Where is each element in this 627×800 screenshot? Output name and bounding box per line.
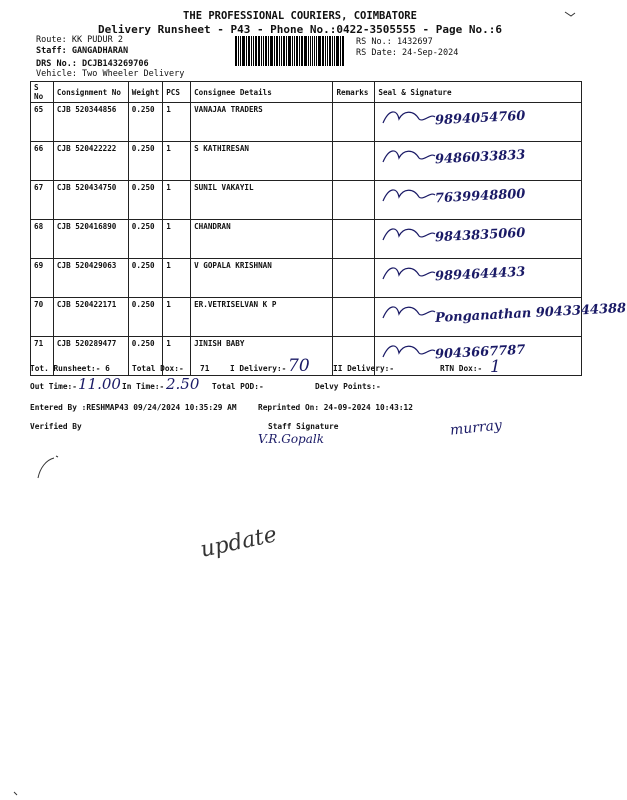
cell-sno: 66 — [31, 142, 54, 181]
cell-signature — [375, 181, 582, 220]
table-row — [31, 103, 582, 142]
rtn-dox-handwritten: 1 — [490, 357, 501, 377]
cell-consignment: CJB 520344856 — [53, 103, 128, 142]
cell-weight: 0.250 — [128, 220, 162, 259]
out-time-handwritten: 11.00 — [78, 375, 121, 393]
cell-signature — [375, 103, 582, 142]
signature-handwriting: 9843835060 — [435, 225, 527, 246]
col-header-weight: Weight — [128, 82, 162, 103]
verified-by-label: Verified By — [30, 422, 82, 431]
reprinted-on: Reprinted On: 24-09-2024 10:43:12 — [258, 403, 413, 412]
cell-sno: 71 — [31, 337, 54, 376]
out-time-label: Out Time:- — [30, 382, 77, 391]
cell-sno: 67 — [31, 181, 54, 220]
signature-scribble-icon — [379, 222, 439, 248]
staff-label: Staff: GANGADHARAN — [36, 46, 129, 56]
vehicle-label: Vehicle: Two Wheeler Delivery — [36, 69, 185, 79]
cell-consignee: SUNIL VAKAYIL — [191, 181, 333, 220]
company-name: THE PROFESSIONAL COURIERS, COIMBATORE — [183, 10, 417, 22]
cell-consignee: S KATHIRESAN — [191, 142, 333, 181]
signature-handwriting: 9894644433 — [435, 264, 527, 285]
rtn-dox-label: RTN Dox:- — [440, 364, 483, 373]
delvy-points-label: Delvy Points:- — [315, 382, 381, 391]
cell-signature — [375, 220, 582, 259]
cell-consignment: CJB 520422171 — [53, 298, 128, 337]
cell-pcs: 1 — [163, 259, 191, 298]
cell-consignment: CJB 520289477 — [53, 337, 128, 376]
i-delivery-label: I Delivery:- — [230, 364, 287, 373]
cell-sno: 65 — [31, 103, 54, 142]
cell-sno: 70 — [31, 298, 54, 337]
signature-handwriting: Ponganathan 9043344388 — [435, 301, 627, 326]
cell-signature — [375, 259, 582, 298]
cell-consignment: CJB 520422222 — [53, 142, 128, 181]
cell-consignee: CHANDRAN — [191, 220, 333, 259]
drs-number: DRS No.: DCJB143269706 — [36, 59, 149, 69]
cell-consignment: CJB 520434750 — [53, 181, 128, 220]
signature-scribble-icon — [379, 105, 439, 131]
cell-sno: 68 — [31, 220, 54, 259]
runsheet-title: Delivery Runsheet - P43 - Phone No.:0422-3505555 - Page No.:6 — [98, 23, 502, 36]
cell-weight: 0.250 — [128, 298, 162, 337]
runsheet-table — [30, 81, 627, 376]
table-row — [31, 220, 582, 259]
in-time-label: In Time:- — [122, 382, 165, 391]
i-delivery-handwritten: 70 — [288, 356, 310, 376]
col-header-signature: Seal & Signature — [375, 82, 582, 103]
cell-remarks — [333, 103, 375, 142]
signature-scribble-icon — [379, 144, 439, 170]
cell-pcs: 1 — [163, 298, 191, 337]
update-note: update — [198, 522, 280, 563]
signature-handwriting: 9894054760 — [435, 108, 527, 129]
cell-weight: 0.250 — [128, 142, 162, 181]
rs-number: RS No.: 1432697 — [356, 37, 433, 47]
total-dox-value: 71 — [200, 364, 210, 373]
cell-remarks — [333, 181, 375, 220]
signature-scribble-icon — [379, 261, 439, 287]
signature-scribble-icon — [379, 183, 439, 209]
total-runsheet: Tot. Runsheet:- 6 — [30, 364, 110, 373]
col-header-consignee: Consignee Details — [191, 82, 333, 103]
stray-mark-icon — [563, 8, 577, 22]
pen-stroke-icon — [32, 452, 62, 482]
cell-sno: 69 — [31, 259, 54, 298]
cell-consignee: JINISH BABY — [191, 337, 333, 376]
signature-handwriting: 9486033833 — [435, 147, 527, 168]
total-dox-label: Total Dox:- — [132, 364, 184, 373]
col-header-pcs: PCS — [163, 82, 191, 103]
signature-scribble-icon — [379, 339, 439, 365]
route-label: Route: KK PUDUR 2 — [36, 35, 123, 45]
cell-remarks — [333, 142, 375, 181]
cell-pcs: 1 — [163, 103, 191, 142]
in-time-handwritten: 2.50 — [166, 375, 200, 393]
right-scrawl: murray — [449, 417, 503, 439]
cell-pcs: 1 — [163, 142, 191, 181]
col-header-sno: S No — [31, 82, 54, 103]
cell-consignee: ER.VETRISELVAN K P — [191, 298, 333, 337]
signature-handwriting: 7639948800 — [435, 186, 527, 207]
cell-consignment: CJB 520429063 — [53, 259, 128, 298]
entered-by: Entered By :RESHMAP43 09/24/2024 10:35:29 AM — [30, 403, 237, 412]
col-header-remarks: Remarks — [333, 82, 375, 103]
cell-consignee: V GOPALA KRISHNAN — [191, 259, 333, 298]
staff-signature-handwritten: V.R.Gopalk — [258, 432, 324, 446]
staff-signature-label: Staff Signature — [268, 422, 339, 431]
table-row — [31, 181, 582, 220]
cell-signature — [375, 298, 627, 337]
signature-scribble-icon — [379, 300, 439, 326]
corner-mark-icon — [12, 790, 20, 798]
cell-weight: 0.250 — [128, 337, 162, 376]
ii-delivery-label: II Delivery:- — [333, 364, 395, 373]
table-row — [31, 298, 582, 337]
cell-weight: 0.250 — [128, 103, 162, 142]
cell-remarks — [333, 220, 375, 259]
table-row — [31, 142, 582, 181]
cell-weight: 0.250 — [128, 181, 162, 220]
col-header-consignment: Consignment No — [53, 82, 128, 103]
cell-remarks — [333, 259, 375, 298]
barcode — [235, 36, 345, 66]
cell-consignment: CJB 520416890 — [53, 220, 128, 259]
table-header-row — [31, 82, 582, 103]
cell-consignee: VANAJAA TRADERS — [191, 103, 333, 142]
cell-pcs: 1 — [163, 220, 191, 259]
cell-remarks — [333, 298, 375, 337]
cell-signature — [375, 142, 582, 181]
cell-weight: 0.250 — [128, 259, 162, 298]
table-row — [31, 259, 582, 298]
rs-date: RS Date: 24-Sep-2024 — [356, 48, 459, 58]
total-pod-label: Total POD:- — [212, 382, 264, 391]
cell-pcs: 1 — [163, 181, 191, 220]
cell-pcs: 1 — [163, 337, 191, 376]
signature-handwriting: 9043667787 — [435, 342, 527, 363]
